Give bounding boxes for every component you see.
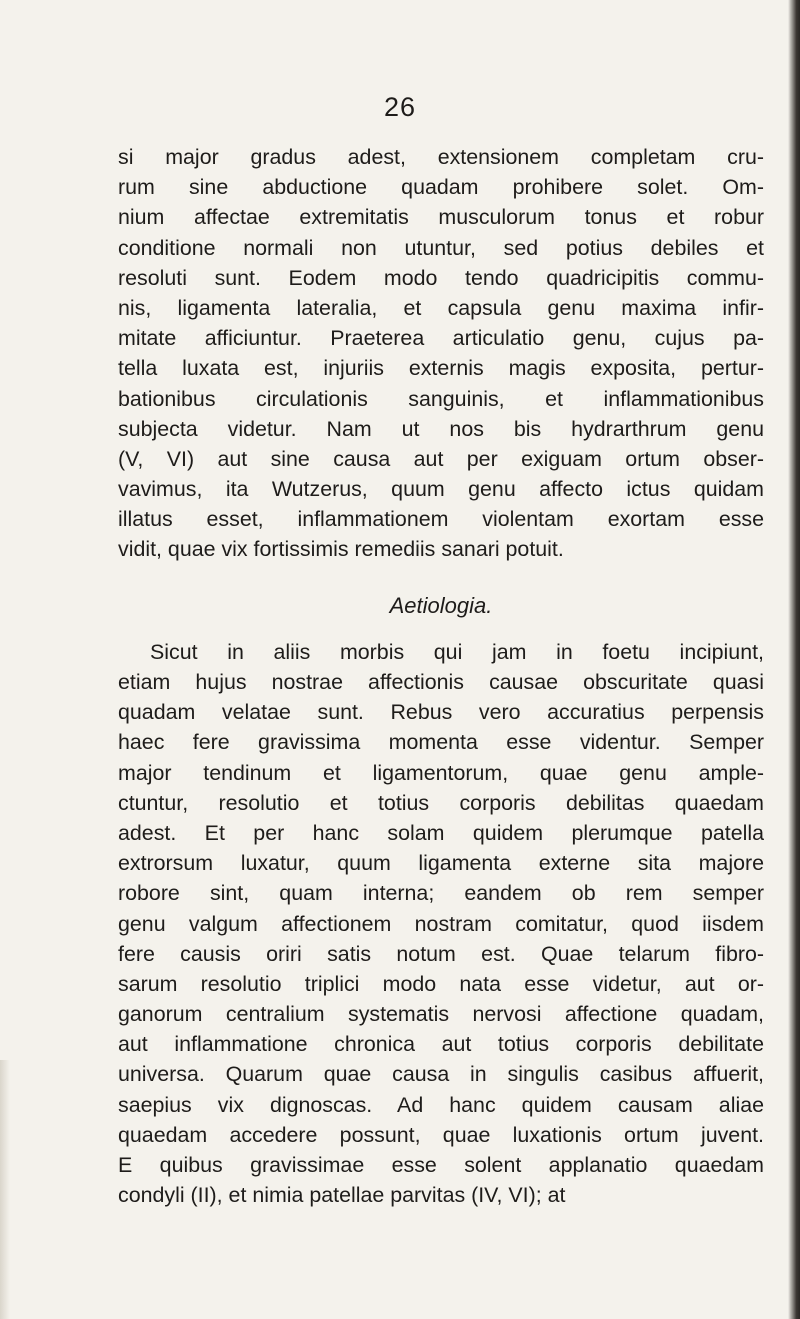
- text-line: genu valgum affectionem nostram comitatur, quod iisdem: [118, 911, 764, 936]
- text-line: ctuntur, resolutio et totius corporis debilitas quaedam: [118, 790, 764, 815]
- text-line: nis, ligamenta lateralia, et capsula genu maxima infir-: [118, 295, 764, 320]
- text-line: fere causis oriri satis notum est. Quae telarum fibro-: [118, 941, 764, 966]
- text-line: conditione normali non utuntur, sed potius debiles et: [118, 235, 764, 260]
- text-line: saepius vix dignoscas. Ad hanc quidem causam aliae: [118, 1092, 764, 1117]
- text-line: Sicut in aliis morbis qui jam in foetu incipiunt,: [150, 639, 764, 664]
- text-line: E quibus gravissimae esse solent applanatio quaedam: [118, 1153, 764, 1177]
- text-line: nium affectae extremitatis musculorum tonus et robur: [118, 205, 764, 230]
- text-line: subjecta videtur. Nam ut nos bis hydrarthrum genu: [118, 416, 764, 441]
- text-line: etiam hujus nostrae affectionis causae obscuritate quasi: [118, 670, 764, 694]
- text-line: quadam velatae sunt. Rebus vero accuratius perpensis: [118, 700, 764, 725]
- section-heading: Aetiologia.: [389, 592, 493, 618]
- text-line: tella luxata est, injuriis externis magis exposita, pertur-: [118, 356, 764, 381]
- text-line: mitate afficiuntur. Praeterea articulatio genu, cujus pa-: [118, 326, 764, 351]
- text-line: (V, VI) aut sine causa aut per exiguam ortum obser-: [118, 446, 764, 471]
- page-edge-shadow: [788, 0, 800, 1319]
- paragraph-1: [118, 142, 764, 565]
- text-line: haec fere gravissima momenta esse videntur. Semper: [118, 730, 764, 755]
- page-number: 26: [383, 92, 417, 122]
- text-line: ganorum centralium systematis nervosi affectione quadam,: [118, 1002, 764, 1027]
- text-line: aut inflammatione chronica aut totius corporis debilitate: [118, 1032, 764, 1057]
- text-line: resoluti sunt. Eodem modo tendo quadricipitis commu-: [118, 265, 764, 290]
- text-line: universa. Quarum quae causa in singulis casibus affuerit,: [118, 1062, 764, 1087]
- body-text: [118, 142, 764, 1210]
- text-line: bationibus circulationis sanguinis, et inflammationibus: [118, 386, 764, 411]
- text-line: si major gradus adest, extensionem completam cru-: [118, 145, 764, 169]
- text-line: vidit, quae vix fortissimis remediis sanari potuit.: [118, 537, 564, 562]
- text-line: extrorsum luxatur, quum ligamenta externe sita majore: [118, 851, 764, 876]
- text-line: vavimus, ita Wutzerus, quum genu affecto ictus quidam: [118, 477, 764, 502]
- text-line: rum sine abductione quadam prohibere solet. Om-: [118, 175, 764, 200]
- text-line: adest. Et per hanc solam quidem plerumque patella: [118, 820, 764, 845]
- text-line: illatus esset, inflammationem violentam exortam esse: [118, 507, 764, 532]
- text-line: condyli (II), et nimia patellae parvitas (IV, VI); at: [118, 1183, 566, 1208]
- text-line: quaedam accedere possunt, quae luxationis ortum juvent.: [118, 1122, 764, 1147]
- text-line: robore sint, quam interna; eandem ob rem semper: [118, 881, 764, 906]
- page-edge-stain: [0, 1060, 10, 1319]
- text-line: major tendinum et ligamentorum, quae genu ample-: [118, 760, 764, 785]
- text-line: sarum resolutio triplici modo nata esse videtur, aut or-: [118, 971, 764, 996]
- paragraph-2: [118, 637, 764, 1211]
